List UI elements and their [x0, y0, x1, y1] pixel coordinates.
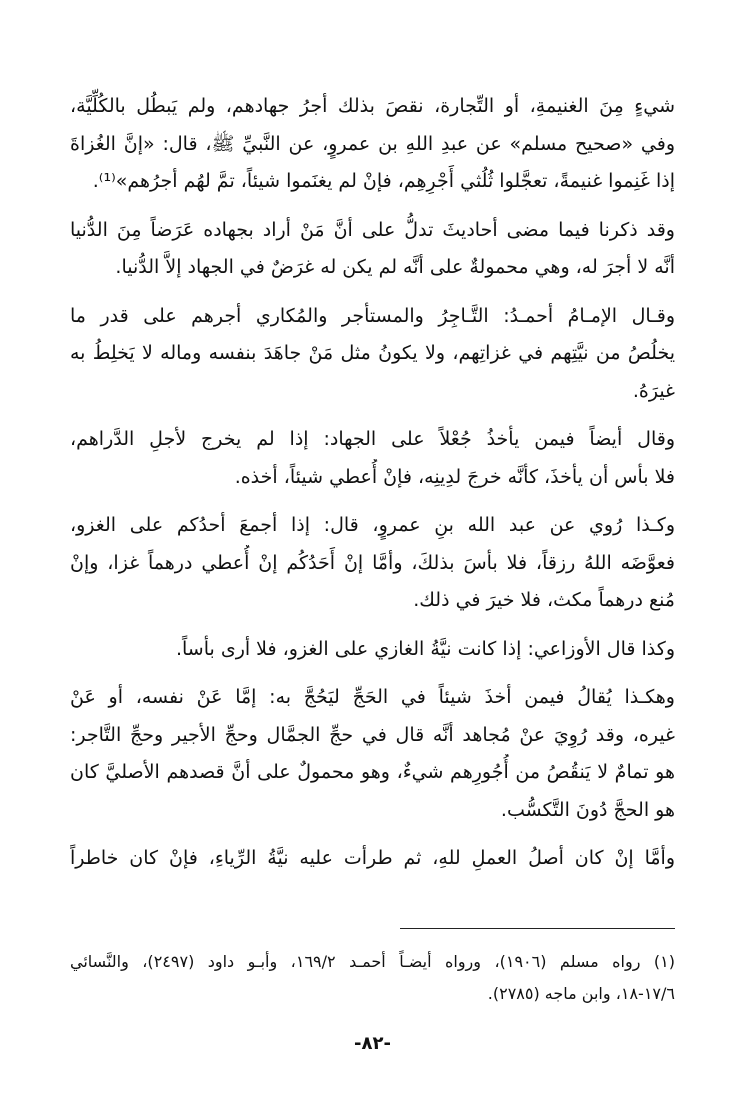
text-line: غيرَهُ.: [632, 379, 675, 402]
paragraph-8: [70, 840, 675, 878]
text-line: يخلُصُ من نيَّتِهم في غزاتِهم، ولا يكونُ مثل مَنْ جاهَدَ بنفسه وماله لا يَخلِطُ به: [70, 342, 675, 364]
text-line: فلا بأس أن يأخذَ، كأنَّه خرجَ لدِينِه، فإنْ أُعطي شيئاً، أخذه.: [234, 465, 675, 488]
text-line: هو الحجَّ دُونَ التَّكسُّب.: [500, 798, 675, 821]
paragraph-7: [70, 679, 675, 829]
text-line: وقال أيضاً فيمن يأخذُ جُعْلاً على الجهاد: إذا لم يخرج لأجلِ الدَّراهم،: [70, 428, 675, 450]
page-number: -٨٢-: [354, 1033, 391, 1054]
paragraph-6: [70, 631, 675, 669]
text-line: وأمَّا إنْ كان أصلُ العملِ للهِ، ثم طرأت عليه نيَّةُ الرِّياءِ، فإنْ كان خاطراً: [70, 847, 675, 869]
text-line: شيءٍ مِنَ الغنيمةِ، أو التِّجارة، نقصَ بذلك أجرُ جهادهم، ولم يَبطُل بالكُلِّيَّة،: [70, 95, 675, 117]
text-line: وكـذا رُوي عن عبد الله بنِ عمروٍ، قال: إذا أجمعَ أحدُكم على الغزو،: [70, 514, 675, 536]
text-line: مُنع درهماً مكث، فلا خيرَ في ذلك.: [413, 589, 675, 611]
text-line: وفي «صحيح مسلم» عن عبدِ اللهِ بن عمروٍ، عن النَّبيِّ ﷺ، قال: «إنَّ الغُزاةَ: [70, 132, 675, 155]
text-line: وهكـذا يُقالُ فيمن أخذَ شيئاً في الحَجِّ ليَحُجَّ به: إمَّا عَنْ نفسه، أو عَنْ: [70, 686, 675, 708]
paragraph-2: [70, 212, 675, 287]
footnote-separator: [400, 928, 675, 929]
paragraph-3: [70, 298, 675, 411]
text-line: وقـال الإمـامُ أحمـدُ: التَّـاجِرُ والمستأجر والمُكاري أجرهم على قدر ما: [70, 304, 675, 327]
text-line: أنَّه لا أجرَ له، وهي محمولةٌ على أنَّه لم يكن له غرَضٌ في الجهاد إلاَّ الدُّنيا.: [115, 256, 675, 278]
text-line: وقد ذكرنا فيما مضى أحاديثَ تدلُّ على أنَّ مَنْ أراد بجهاده عَرَضاً مِنَ الدُّنيا: [70, 218, 675, 241]
paragraph-5: [70, 507, 675, 620]
paragraph-1: [70, 88, 675, 201]
footnotes: [70, 946, 675, 1010]
main-text: [70, 88, 675, 878]
text-line: هو تمامٌ لا يَنقُصُ من أُجُورِهم شيءٌ، وهو محمولٌ على أنَّ قصدهم الأصليَّ كان: [70, 761, 675, 783]
text-line: غيره، وقد رُوِيَ عنْ مُجاهد أنَّه قال في حجِّ الجمَّال وحجِّ الأجير وحجِّ التَّاجر:: [70, 723, 675, 746]
text-line: فعوَّضَه اللهُ رزقاً، فلا بأسَ بذلكَ، وأمَّا إنْ أَحَدُكُم إنْ أُعطي درهماً غزا، وإنْ: [70, 551, 675, 574]
footnote-line: ١٧/٦-١٨، وابن ماجه (٢٧٨٥).: [487, 984, 675, 1003]
text-line: وكذا قال الأوزاعي: إذا كانت نيَّةُ الغازي على الغزو، فلا أرى بأساً.: [175, 637, 675, 660]
paragraph-4: [70, 421, 675, 496]
text-line: إذا غَنِموا غنيمةً، تعجَّلوا ثُلُثي أَجْرِهِم، فإنْ لم يغنَموا شيئاً، تمَّ لهُم أجرُهم»⁽¹⁾.: [92, 170, 675, 192]
footnote-line: (١) رواه مسلم (١٩٠٦)، ورواه أيضـاً أحمـد ١٦٩/٢، وأبـو داود (٢٤٩٧)، والنَّسائي: [70, 952, 675, 971]
